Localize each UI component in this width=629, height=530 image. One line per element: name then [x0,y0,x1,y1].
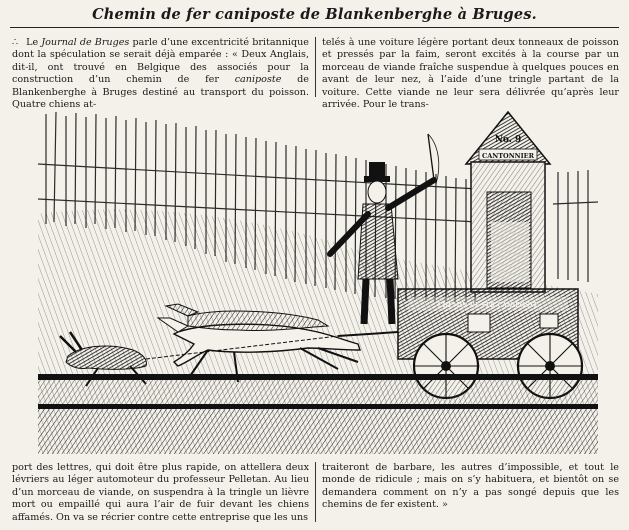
title-rule [10,27,619,28]
booth-number: No. 9 [494,135,522,145]
caniposte-engraving [38,104,598,454]
text-column-bottom-right: traiteront de barbare, les autres d’impossible, et tout le monde de ridicule ; mais on s’y habituera, et bientôt on se demandera comment on n’y a pas songé depuis que les chemins de fer existent. » [322,462,619,511]
booth-label: CANTONNIER [482,152,534,160]
text-column-top-right: telés à une voiture légère portant deux tonneaux de poisson et pressés par la faim, seront excités à la course par un morceau de viande fraîche suspendue à quelques pouces en avant de leur nez, à l’aide d’une tringle partant de la voiture. Cette viande ne leur sera délivrée qu’après leur arrivée. Pour le trans- [322,37,619,111]
cantonnier-booth [466,112,550,292]
railway-track [38,374,598,454]
journal-title: Journal de Bruges [41,37,130,48]
article-title: Chemin de fer caniposte de Blankenberghe à Bruges. [92,6,537,23]
column-separator-top [315,37,316,97]
caniposte-word: caniposte [234,74,282,86]
text-column-bottom-left: port des lettres, qui doit être plus rapide, on attellera deux lévriers au léger automoteur du professeur Pelletan. Au lieu d’un morceau de viande, on suspendra à la tringle un lièvre mort ou empaillé qui aura l’air de fuir devant les chiens affamés. On va se récrier contre cette entreprise que les uns [12,462,309,523]
column-separator-bottom [315,462,316,522]
fence-right [553,170,598,282]
illustration [38,104,598,454]
text-column-top-left: ∴ Le Journal de Bruges parle d’une excentricité britannique dont la spéculation se serait déjà emparée : « Deux Anglais, dit-il, ont trouvé en Belgique des associés pour la construction d’un chemin de fer caniposte de Blankenberghe à Bruges destiné au transport du poisson. Quatre chiens at- [12,37,309,111]
lead-mark: ∴ [12,37,19,48]
wagon-label: CHEMIN DE FER CANIPOSTE [437,302,539,309]
